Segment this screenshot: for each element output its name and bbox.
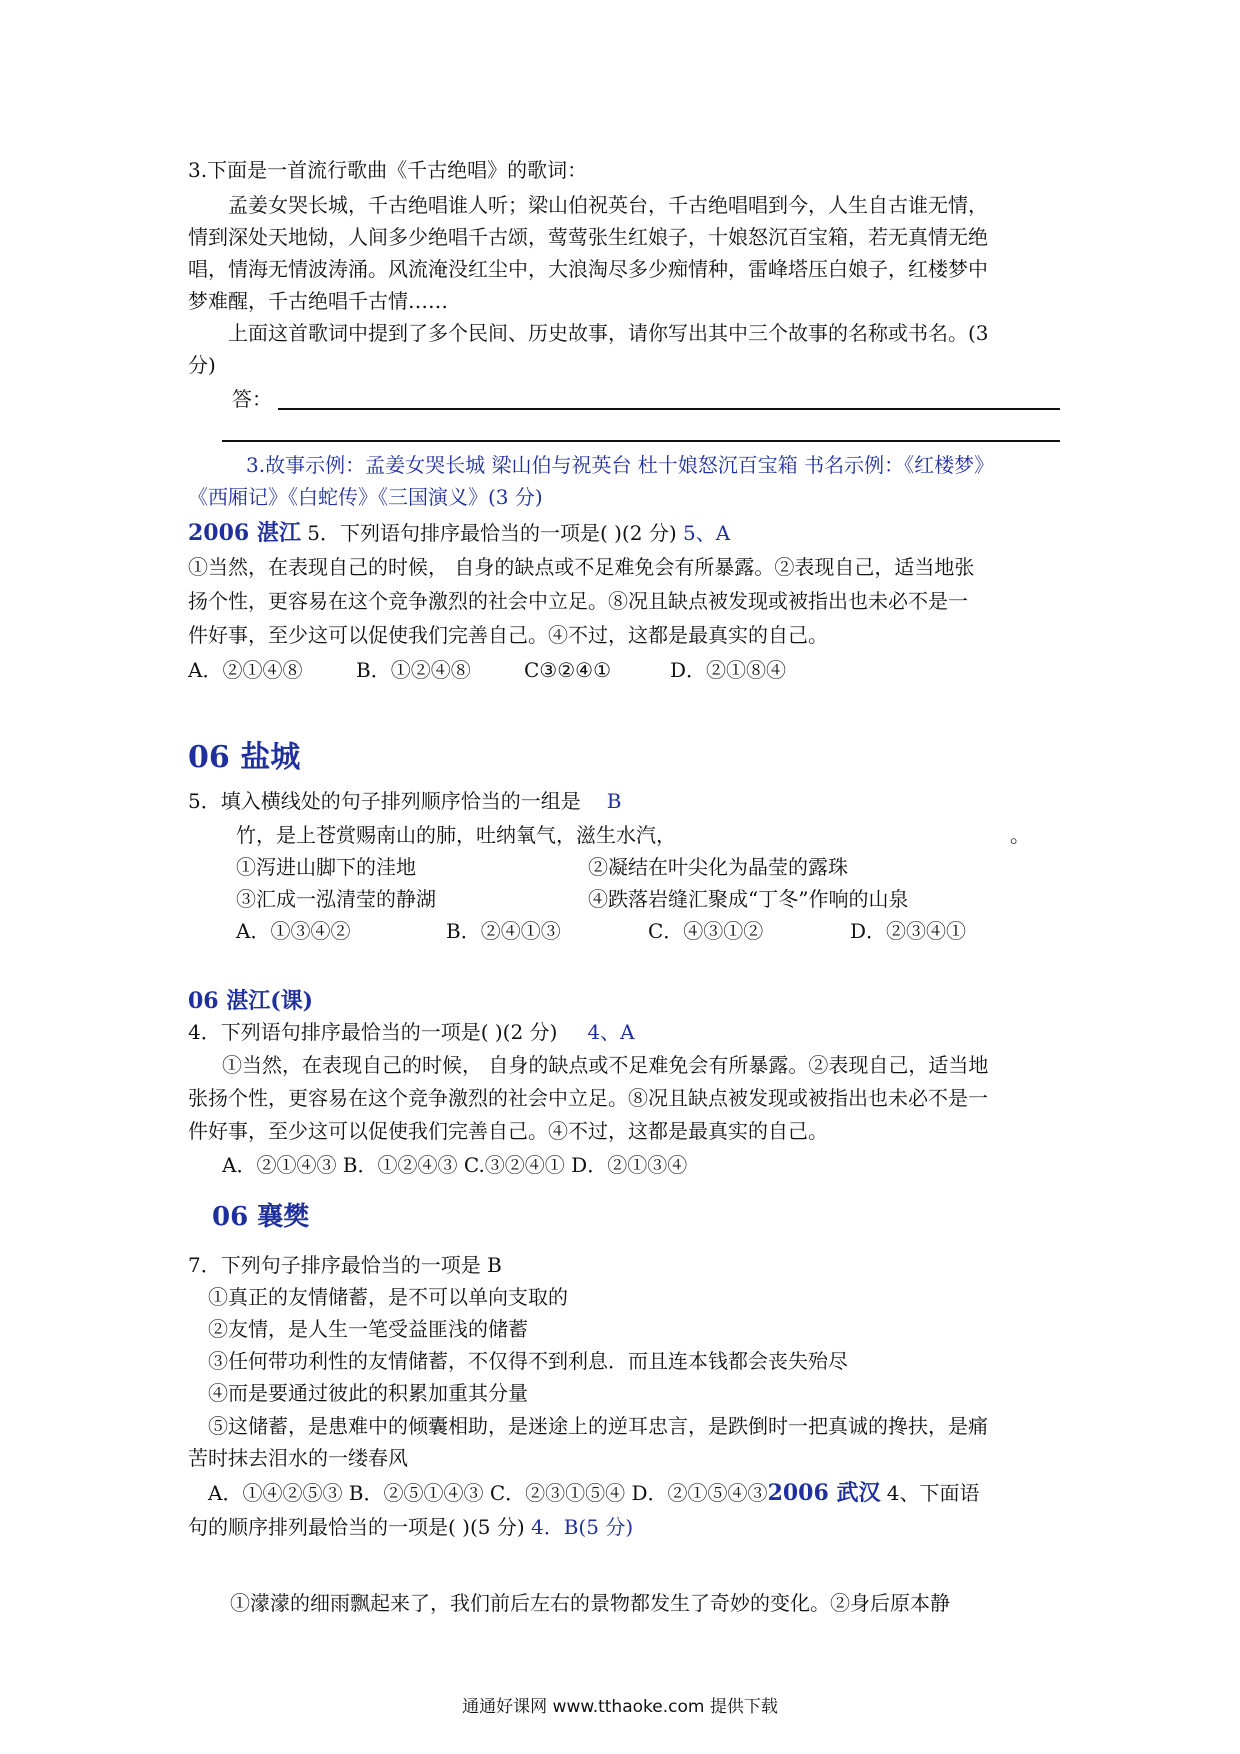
option-list: A．①④②⑤③ B．②⑤①④③ C．②③①⑤④ D．②①⑤④③: [208, 1481, 768, 1505]
answer-key: B: [606, 789, 622, 813]
option: D．②③④①: [850, 919, 967, 943]
question-stem: 句的顺序排列最恰当的一项是( )(5 分): [188, 1515, 532, 1539]
yancheng-sentence: 竹，是上苍赏赐南山的肺，吐纳氧气，滋生水汽，: [236, 823, 676, 847]
yancheng-item: ③汇成一泓清莹的静湖: [236, 887, 436, 911]
option: C．④③①②: [648, 919, 764, 943]
section-heading: 06 盐城: [188, 740, 301, 775]
zhanjiang-ke-body-line: 件好事，至少这可以促使我们完善自己。④不过，这都是最真实的自己。: [188, 1119, 828, 1143]
option: A．①③④②: [236, 919, 351, 943]
xiangfan-question: 7．下列句子排序最恰当的一项是 B: [188, 1253, 502, 1277]
option: B．②④①③: [446, 919, 561, 943]
xiangfan-item: ①真正的友情储蓄，是不可以单向支取的: [208, 1285, 568, 1309]
q3-answer-label: 答：: [232, 387, 272, 411]
zhanjiang-question: [188, 518, 730, 548]
xiangfan-item: ③任何带功利性的友情储蓄，不仅得不到利息．而且连本钱都会丧失殆尽: [208, 1349, 848, 1373]
zhanjiang-ke-options: A．②①④③ B．①②④③ C.③②④① D．②①③④: [222, 1153, 688, 1177]
option: A．②①④⑧: [188, 658, 303, 682]
zhanjiang-ke-body-line: ①当然，在表现自己的时候， 自身的缺点或不足难免会有所暴露。②表现自己，适当地: [222, 1053, 989, 1077]
page-footer: 通通好课网 www.tthaoke.com 提供下载: [462, 1697, 778, 1717]
zhanjiang-ke-body-line: 张扬个性，更容易在这个竞争激烈的社会中立足。⑧况且缺点被发现或被指出也未必不是一: [188, 1086, 988, 1110]
q3-title: 3.下面是一首流行歌曲《千古绝唱》的歌词：: [188, 158, 588, 182]
answer-blank-line: [222, 440, 1060, 442]
section-heading: 06 湛江(课): [188, 988, 314, 1014]
xiangfan-options-line: [208, 1478, 980, 1508]
answer-key: 4．B(5 分): [531, 1515, 634, 1539]
xiangfan-item-continuation: 苦时抹去泪水的一缕春风: [188, 1446, 408, 1470]
q3-lyric-line: 情到深处天地恸，人间多少绝唱千古颂，莺莺张生红娘子，十娘怒沉百宝箱，若无真情无绝: [188, 225, 988, 249]
wuhan-body-line: ①濛濛的细雨飘起来了，我们前后左右的景物都发生了奇妙的变化。②身后原本静: [230, 1591, 950, 1615]
q3-question-line: 分): [188, 353, 216, 377]
question-stem: 5．下列语句排序最恰当的一项是( )(2 分): [300, 521, 683, 545]
question-stem: 4．下列语句排序最恰当的一项是( )(2 分): [188, 1020, 558, 1044]
zhanjiang-body-line: ①当然，在表现自己的时候， 自身的缺点或不足难免会有所暴露。②表现自己，适当地张: [188, 555, 975, 579]
option: D．②①⑧④: [670, 658, 787, 682]
q3-answer-line: 《西厢记》《白蛇传》《三国演义》(3 分): [188, 485, 543, 509]
zhanjiang-options: [188, 655, 786, 685]
xiangfan-item: ⑤这储蓄，是患难中的倾囊相助，是迷途上的逆耳忠言，是跌倒时一把真诚的搀扶，是痛: [208, 1414, 988, 1438]
q3-answer-line: 3.故事示例：孟姜女哭长城 梁山伯与祝英台 杜十娘怒沉百宝箱 书名示例：《红楼梦》: [246, 453, 995, 477]
answer-blank-line: [278, 408, 1060, 410]
question-stem: 4、下面语: [880, 1481, 980, 1505]
yancheng-sentence-end: 。: [1010, 823, 1030, 847]
yancheng-question: [188, 786, 621, 816]
q3-lyric-line: 梦难醒，千古绝唱千古情……: [188, 289, 448, 313]
yancheng-item: ②凝结在叶尖化为晶莹的露珠: [588, 855, 848, 879]
option: C③②④①: [524, 658, 612, 682]
q3-question-line: 上面这首歌词中提到了多个民间、历史故事，请你写出其中三个故事的名称或书名。(3: [228, 321, 989, 345]
option: B．①②④⑧: [356, 658, 471, 682]
yancheng-item: ④跌落岩缝汇聚成“丁冬”作响的山泉: [588, 887, 909, 911]
q3-lyric-line: 唱，情海无情波涛涌。风流淹没红尘中，大浪淘尽多少痴情种，雷峰塔压白娘子，红楼梦中: [188, 257, 988, 281]
yancheng-options: [236, 916, 966, 946]
zhanjiang-body-line: 扬个性，更容易在这个竞争激烈的社会中立足。⑧况且缺点被发现或被指出也未必不是一: [188, 589, 968, 613]
answer-key: 5、A: [682, 521, 731, 545]
source-tag: 2006 湛江: [188, 520, 301, 546]
question-stem: 5．填入横线处的句子排列顺序恰当的一组是: [188, 789, 581, 813]
answer-key: 4、A: [587, 1020, 635, 1044]
xiangfan-item: ②友情，是人生一笔受益匪浅的储蓄: [208, 1317, 528, 1341]
xiangfan-item: ④而是要通过彼此的积累加重其分量: [208, 1381, 528, 1405]
q3-lyric-line: 孟姜女哭长城，千古绝唱谁人听；梁山伯祝英台，千古绝唱唱到今，人生自古谁无情，: [228, 193, 988, 217]
yancheng-item: ①泻进山脚下的洼地: [236, 855, 416, 879]
source-tag: 2006 武汉: [767, 1480, 881, 1506]
section-heading: 06 襄樊: [212, 1202, 310, 1232]
zhanjiang-body-line: 件好事，至少这可以促使我们完善自己。④不过，这都是最真实的自己。: [188, 623, 828, 647]
zhanjiang-ke-question: [188, 1017, 635, 1047]
wuhan-question: [188, 1512, 633, 1542]
